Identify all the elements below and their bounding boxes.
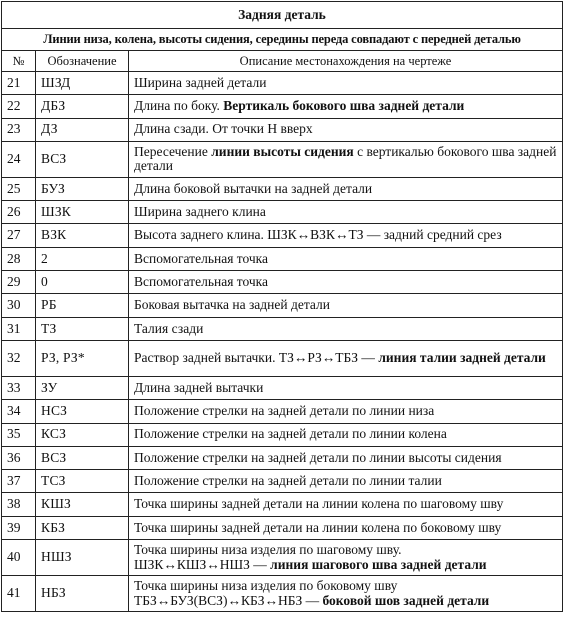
row-number: 21 xyxy=(2,72,36,95)
description-bold-text: боковой шов задней детали xyxy=(322,592,490,608)
description-text: Ширина заднего клина xyxy=(134,204,266,220)
row-number: 32 xyxy=(2,340,36,376)
row-description xyxy=(129,317,563,340)
description-text: ТБЗ↔БУЗ(ВСЗ)↔КБЗ↔НБЗ — xyxy=(134,592,323,608)
description-bold-text: линия шагового шва задней детали xyxy=(270,556,487,572)
row-code: ВЗК xyxy=(36,224,129,247)
description-bold-text: Вертикаль бокового шва задней детали xyxy=(223,98,465,114)
table-row xyxy=(2,317,563,340)
row-number: 22 xyxy=(2,95,36,118)
row-description xyxy=(129,446,563,469)
table-row xyxy=(2,493,563,516)
table-row xyxy=(2,576,563,612)
row-description xyxy=(129,118,563,141)
table-row xyxy=(2,470,563,493)
table-row xyxy=(2,95,563,118)
description-text: Вспомогательная точка xyxy=(134,250,269,266)
row-description xyxy=(129,493,563,516)
row-code: ВСЗ xyxy=(36,446,129,469)
row-code: РБ xyxy=(36,294,129,317)
description-text: Раствор задней вытачки. ТЗ↔РЗ↔ТБЗ — xyxy=(134,350,379,366)
description-text: Длина по боку. xyxy=(134,98,224,114)
header-desc: Описание местонахождения на чертеже xyxy=(129,51,563,72)
description-text: Вспомогательная точка xyxy=(134,273,269,289)
table-row xyxy=(2,141,563,177)
table-subtitle: Линии низа, колена, высоты сидения, середины переда совпадают с передней деталью xyxy=(2,29,563,51)
row-description xyxy=(129,95,563,118)
table-row xyxy=(2,376,563,399)
row-code: ТЗ xyxy=(36,317,129,340)
table-row xyxy=(2,72,563,95)
row-description xyxy=(129,294,563,317)
table-row xyxy=(2,247,563,270)
row-number: 28 xyxy=(2,247,36,270)
table-row xyxy=(2,400,563,423)
row-code: НШЗ xyxy=(36,540,129,576)
table-subtitle-row xyxy=(2,29,563,51)
row-description xyxy=(129,271,563,294)
description-text: Талия сзади xyxy=(134,320,204,336)
row-number: 41 xyxy=(2,576,36,612)
description-text: Боковая вытачка на задней детали xyxy=(134,297,330,313)
row-code: 0 xyxy=(36,271,129,294)
description-line xyxy=(134,558,557,573)
row-number: 29 xyxy=(2,271,36,294)
row-description xyxy=(129,423,563,446)
description-text: Длина задней вытачки xyxy=(134,379,264,395)
column-header-row xyxy=(2,51,563,72)
description-text: Длина сзади. От точки Н вверх xyxy=(134,121,313,137)
row-number: 27 xyxy=(2,224,36,247)
description-text: Пересечение xyxy=(134,143,212,159)
header-code: Обозначение xyxy=(36,51,129,72)
back-piece-table xyxy=(1,1,563,612)
description-text: Положение стрелки на задней детали по линии низа xyxy=(134,403,435,419)
row-description xyxy=(129,376,563,399)
table-row xyxy=(2,446,563,469)
row-number: 26 xyxy=(2,201,36,224)
row-code: ВСЗ xyxy=(36,141,129,177)
row-number: 36 xyxy=(2,446,36,469)
table-row xyxy=(2,423,563,446)
row-code: ДБЗ xyxy=(36,95,129,118)
row-description xyxy=(129,576,563,612)
row-code: ШЗК xyxy=(36,201,129,224)
description-line xyxy=(134,543,557,558)
table-row xyxy=(2,540,563,576)
row-code: КБЗ xyxy=(36,516,129,539)
description-text: Высота заднего клина. ШЗК↔ВЗК↔ТЗ — задний средний срез xyxy=(134,227,502,243)
row-description xyxy=(129,400,563,423)
row-number: 25 xyxy=(2,177,36,200)
row-description xyxy=(129,72,563,95)
table-title: Задняя деталь xyxy=(2,2,563,29)
row-code: ТСЗ xyxy=(36,470,129,493)
row-description xyxy=(129,340,563,376)
row-number: 30 xyxy=(2,294,36,317)
table-row xyxy=(2,201,563,224)
table-row xyxy=(2,177,563,200)
table-row xyxy=(2,224,563,247)
description-text: Точка ширины низа изделия по боковому шву xyxy=(134,578,398,594)
row-code: НСЗ xyxy=(36,400,129,423)
row-code: 2 xyxy=(36,247,129,270)
description-text: Точка ширины низа изделия по шаговому шву. xyxy=(134,542,402,558)
row-description xyxy=(129,540,563,576)
description-text: Положение стрелки на задней детали по линии высоты сидения xyxy=(134,449,502,465)
table-row xyxy=(2,294,563,317)
row-description xyxy=(129,470,563,493)
row-description xyxy=(129,516,563,539)
row-description xyxy=(129,224,563,247)
description-bold-text: линии высоты сидения xyxy=(211,143,354,159)
row-number: 33 xyxy=(2,376,36,399)
row-code: ШЗД xyxy=(36,72,129,95)
description-text: Точка ширины задней детали на линии колена по боковому шву xyxy=(134,519,502,535)
row-code: ЗУ xyxy=(36,376,129,399)
row-number: 31 xyxy=(2,317,36,340)
table-row xyxy=(2,516,563,539)
row-number: 40 xyxy=(2,540,36,576)
description-text: Ширина задней детали xyxy=(134,74,267,90)
description-text: с вертикалью бокового шва задней детали xyxy=(134,143,557,174)
row-code: РЗ, РЗ* xyxy=(36,340,129,376)
row-number: 37 xyxy=(2,470,36,493)
row-code: НБЗ xyxy=(36,576,129,612)
row-code: ДЗ xyxy=(36,118,129,141)
row-code: КШЗ xyxy=(36,493,129,516)
row-description xyxy=(129,177,563,200)
table-row xyxy=(2,340,563,376)
description-text: ШЗК↔КШЗ↔НШЗ — xyxy=(134,556,271,572)
header-num: № xyxy=(2,51,36,72)
description-text: Длина боковой вытачки на задней детали xyxy=(134,180,373,196)
description-text: Положение стрелки на задней детали по линии талии xyxy=(134,473,442,489)
description-text: Положение стрелки на задней детали по линии колена xyxy=(134,426,447,442)
description-text: Точка ширины задней детали на линии колена по шаговому шву xyxy=(134,496,504,512)
row-code: БУЗ xyxy=(36,177,129,200)
row-number: 23 xyxy=(2,118,36,141)
table-row xyxy=(2,118,563,141)
table-row xyxy=(2,271,563,294)
row-description xyxy=(129,247,563,270)
row-code: КСЗ xyxy=(36,423,129,446)
description-bold-text: линия талии задней детали xyxy=(378,350,546,366)
row-number: 38 xyxy=(2,493,36,516)
row-number: 35 xyxy=(2,423,36,446)
row-description xyxy=(129,141,563,177)
table-title-row xyxy=(2,2,563,29)
row-number: 34 xyxy=(2,400,36,423)
row-number: 39 xyxy=(2,516,36,539)
description-line xyxy=(134,579,557,594)
row-description xyxy=(129,201,563,224)
row-number: 24 xyxy=(2,141,36,177)
description-line xyxy=(134,594,557,609)
